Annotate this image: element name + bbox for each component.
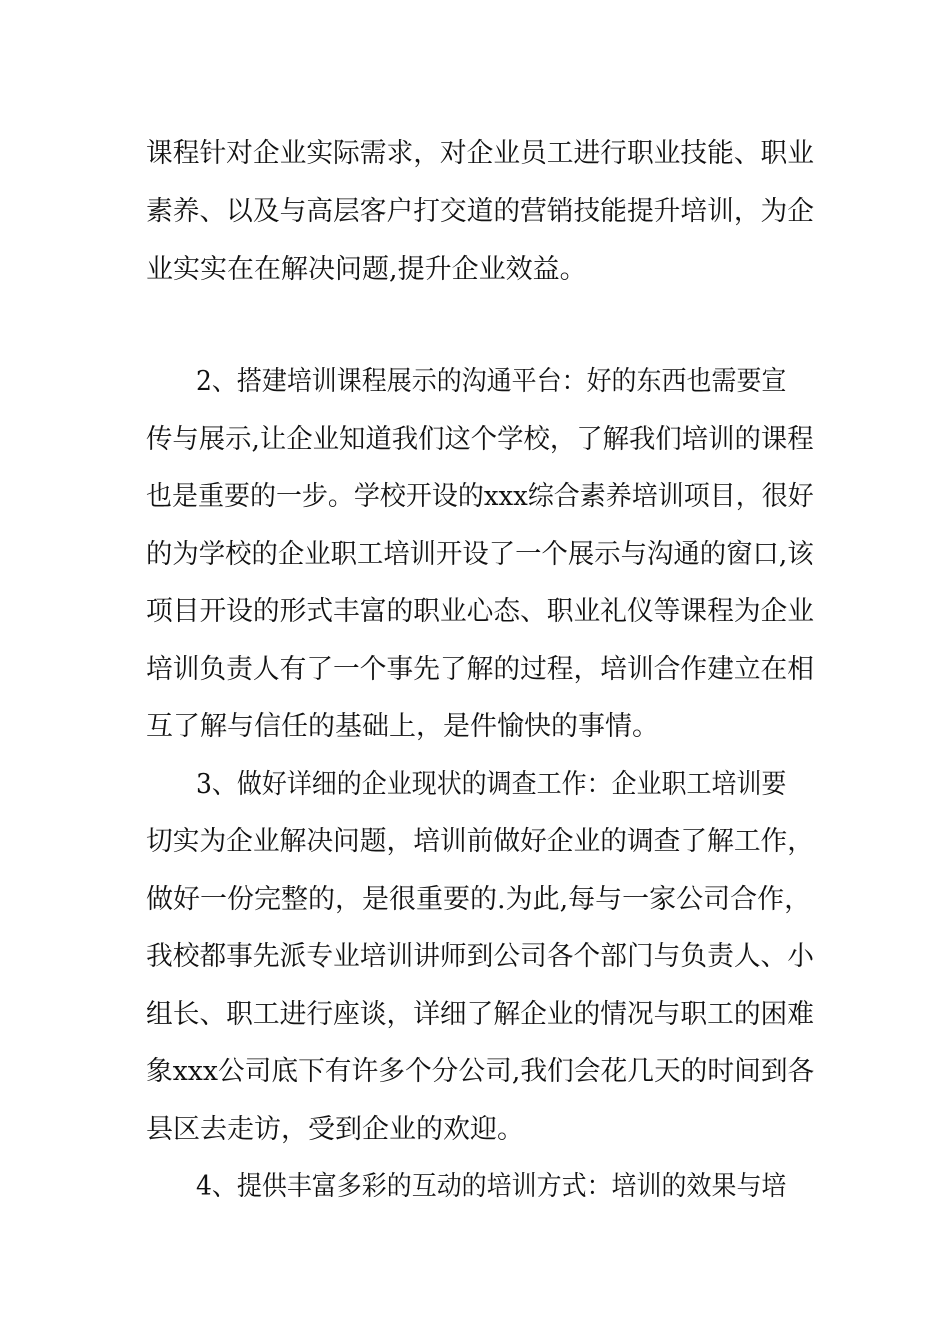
paragraph-3-line-5: 组长、职工进行座谈，详细了解企业的情况与职工的困难 bbox=[146, 999, 814, 1030]
paragraph-3-line-3: 做好一份完整的，是很重要的.为此,每与一家公司合作， bbox=[146, 884, 812, 915]
paragraph-1-line-2: 素养、以及与高层客户打交道的营销技能提升培训，为企 bbox=[146, 196, 814, 227]
paragraph-1-line-1: 课程针对企业实际需求，对企业员工进行职业技能、职业 bbox=[146, 138, 814, 169]
paragraph-2-line-1: 2、搭建培训课程展示的沟通平台：好的东西也需要宣 bbox=[196, 366, 787, 397]
paragraph-3-line-4: 我校都事先派专业培训讲师到公司各个部门与负责人、小 bbox=[146, 941, 814, 972]
paragraph-3-line-2: 切实为企业解决问题，培训前做好企业的调查了解工作， bbox=[146, 826, 814, 857]
paragraph-2-line-4: 的为学校的企业职工培训开设了一个展示与沟通的窗口,该 bbox=[146, 539, 814, 570]
paragraph-3-line-1: 3、做好详细的企业现状的调查工作：企业职工培训要 bbox=[196, 769, 787, 800]
paragraph-2-line-3: 也是重要的一步。学校开设的xxx综合素养培训项目，很好 bbox=[146, 481, 814, 512]
paragraph-1-line-3: 业实实在在解决问题,提升企业效益。 bbox=[146, 254, 587, 285]
paragraph-3-line-7: 县区去走访，受到企业的欢迎。 bbox=[146, 1114, 524, 1145]
paragraph-2-line-5: 项目开设的形式丰富的职业心态、职业礼仪等课程为企业 bbox=[146, 596, 814, 627]
paragraph-2-line-7: 互了解与信任的基础上，是件愉快的事情。 bbox=[146, 711, 659, 742]
paragraph-2-line-6: 培训负责人有了一个事先了解的过程，培训合作建立在相 bbox=[146, 654, 814, 685]
paragraph-2-line-2: 传与展示,让企业知道我们这个学校，了解我们培训的课程 bbox=[146, 424, 814, 455]
paragraph-4-line-1: 4、提供丰富多彩的互动的培训方式：培训的效果与培 bbox=[196, 1171, 787, 1202]
paragraph-3-line-6: 象xxx公司底下有许多个分公司,我们会花几天的时间到各 bbox=[146, 1056, 815, 1087]
